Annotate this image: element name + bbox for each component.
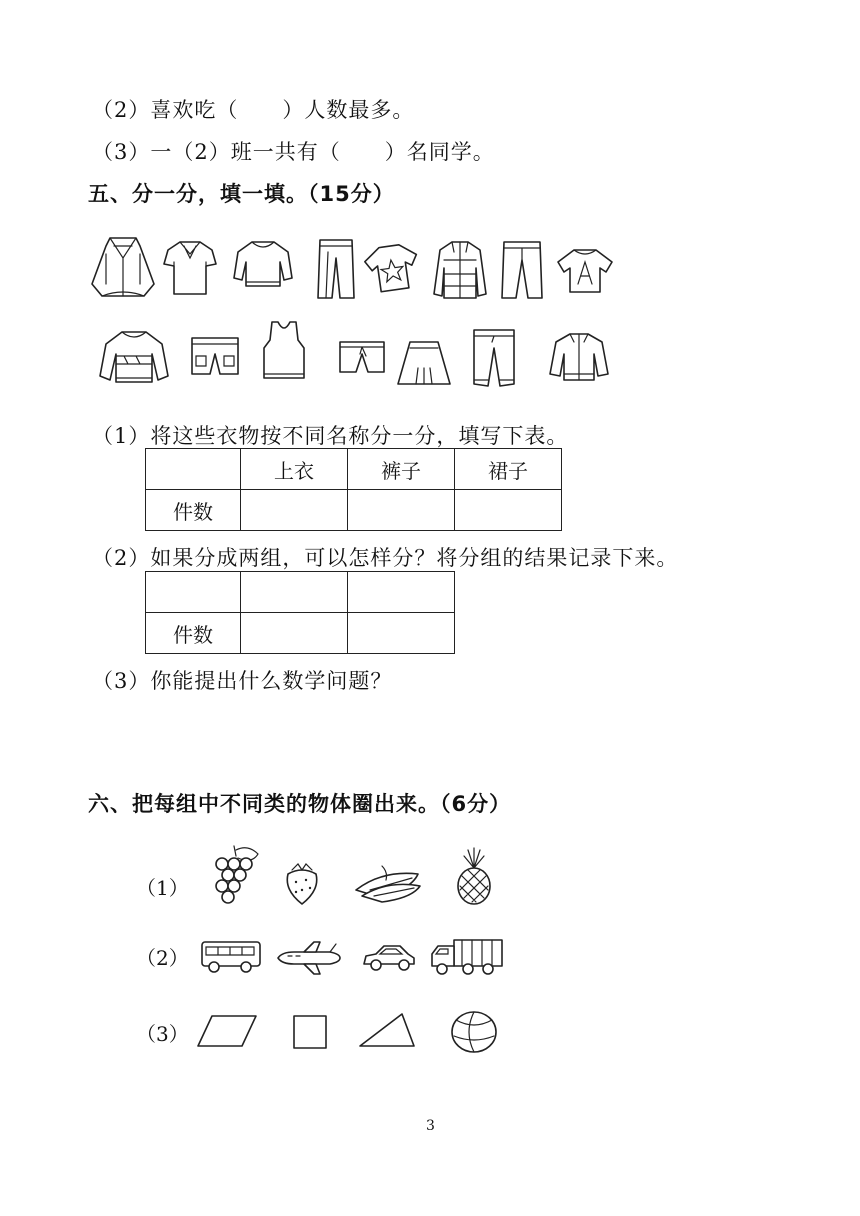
table-row-label: 件数 — [146, 490, 241, 531]
answer-cell[interactable] — [348, 572, 455, 613]
grapes-icon — [208, 842, 264, 906]
answer-cell[interactable] — [455, 490, 562, 531]
table-header-cell: 上衣 — [241, 449, 348, 490]
truck-icon — [428, 938, 504, 978]
question-4-3: （3）一（2）班一共有（ ）名同学。 — [92, 140, 495, 164]
knit-sweater-icon — [96, 326, 172, 386]
cargo-shorts-icon — [190, 336, 240, 378]
long-pants-icon — [316, 238, 356, 300]
page-number: 3 — [426, 1118, 435, 1134]
triangle-icon — [358, 1012, 416, 1048]
group-3-label: （3） — [136, 1022, 189, 1046]
question-5-1: （1）将这些衣物按不同名称分一分，填写下表。 — [92, 424, 569, 448]
question-5-2: （2）如果分成两组，可以怎样分？将分组的结果记录下来。 — [92, 546, 679, 570]
answer-cell[interactable] — [241, 490, 348, 531]
answer-cell[interactable] — [146, 572, 241, 613]
answer-cell[interactable] — [348, 613, 455, 654]
airplane-icon — [274, 940, 342, 976]
table-row-label: 件数 — [146, 613, 241, 654]
square-icon — [292, 1014, 328, 1050]
car-icon — [360, 942, 416, 974]
table-header-cell — [146, 449, 241, 490]
section-6-heading: 六、把每组中不同类的物体圈出来。（6分） — [88, 792, 512, 816]
section-5-heading: 五、分一分，填一填。（15分） — [88, 182, 395, 206]
table-header-cell: 裙子 — [455, 449, 562, 490]
answer-cell[interactable] — [348, 490, 455, 531]
shorts-icon — [338, 340, 386, 376]
sweater-icon — [232, 238, 294, 290]
pineapple-icon — [452, 846, 496, 906]
tank-top-icon — [260, 320, 308, 380]
strawberry-icon — [282, 860, 322, 906]
question-4-2: （2）喜欢吃（ ）人数最多。 — [92, 98, 415, 122]
padded-jacket-icon — [432, 238, 488, 302]
star-tshirt-icon — [364, 242, 420, 294]
corn-icon — [352, 860, 424, 904]
sweatpants-icon — [470, 328, 518, 392]
group-1-label: （1） — [136, 876, 189, 900]
bus-icon — [200, 938, 262, 974]
grouping-table — [145, 571, 455, 654]
skirt-icon — [396, 338, 452, 388]
classification-table — [145, 448, 562, 531]
table-header-cell: 裤子 — [348, 449, 455, 490]
answer-cell[interactable] — [241, 613, 348, 654]
parallelogram-icon — [196, 1014, 258, 1048]
coat-icon — [88, 234, 158, 300]
ball-icon — [450, 1010, 498, 1054]
letter-a-tshirt-icon — [556, 246, 614, 296]
question-5-3: （3）你能提出什么数学问题？ — [92, 669, 393, 693]
zip-jacket-icon — [548, 330, 610, 384]
blouse-icon — [162, 236, 218, 298]
jeans-icon — [500, 240, 544, 300]
group-2-label: （2） — [136, 946, 189, 970]
answer-cell[interactable] — [241, 572, 348, 613]
